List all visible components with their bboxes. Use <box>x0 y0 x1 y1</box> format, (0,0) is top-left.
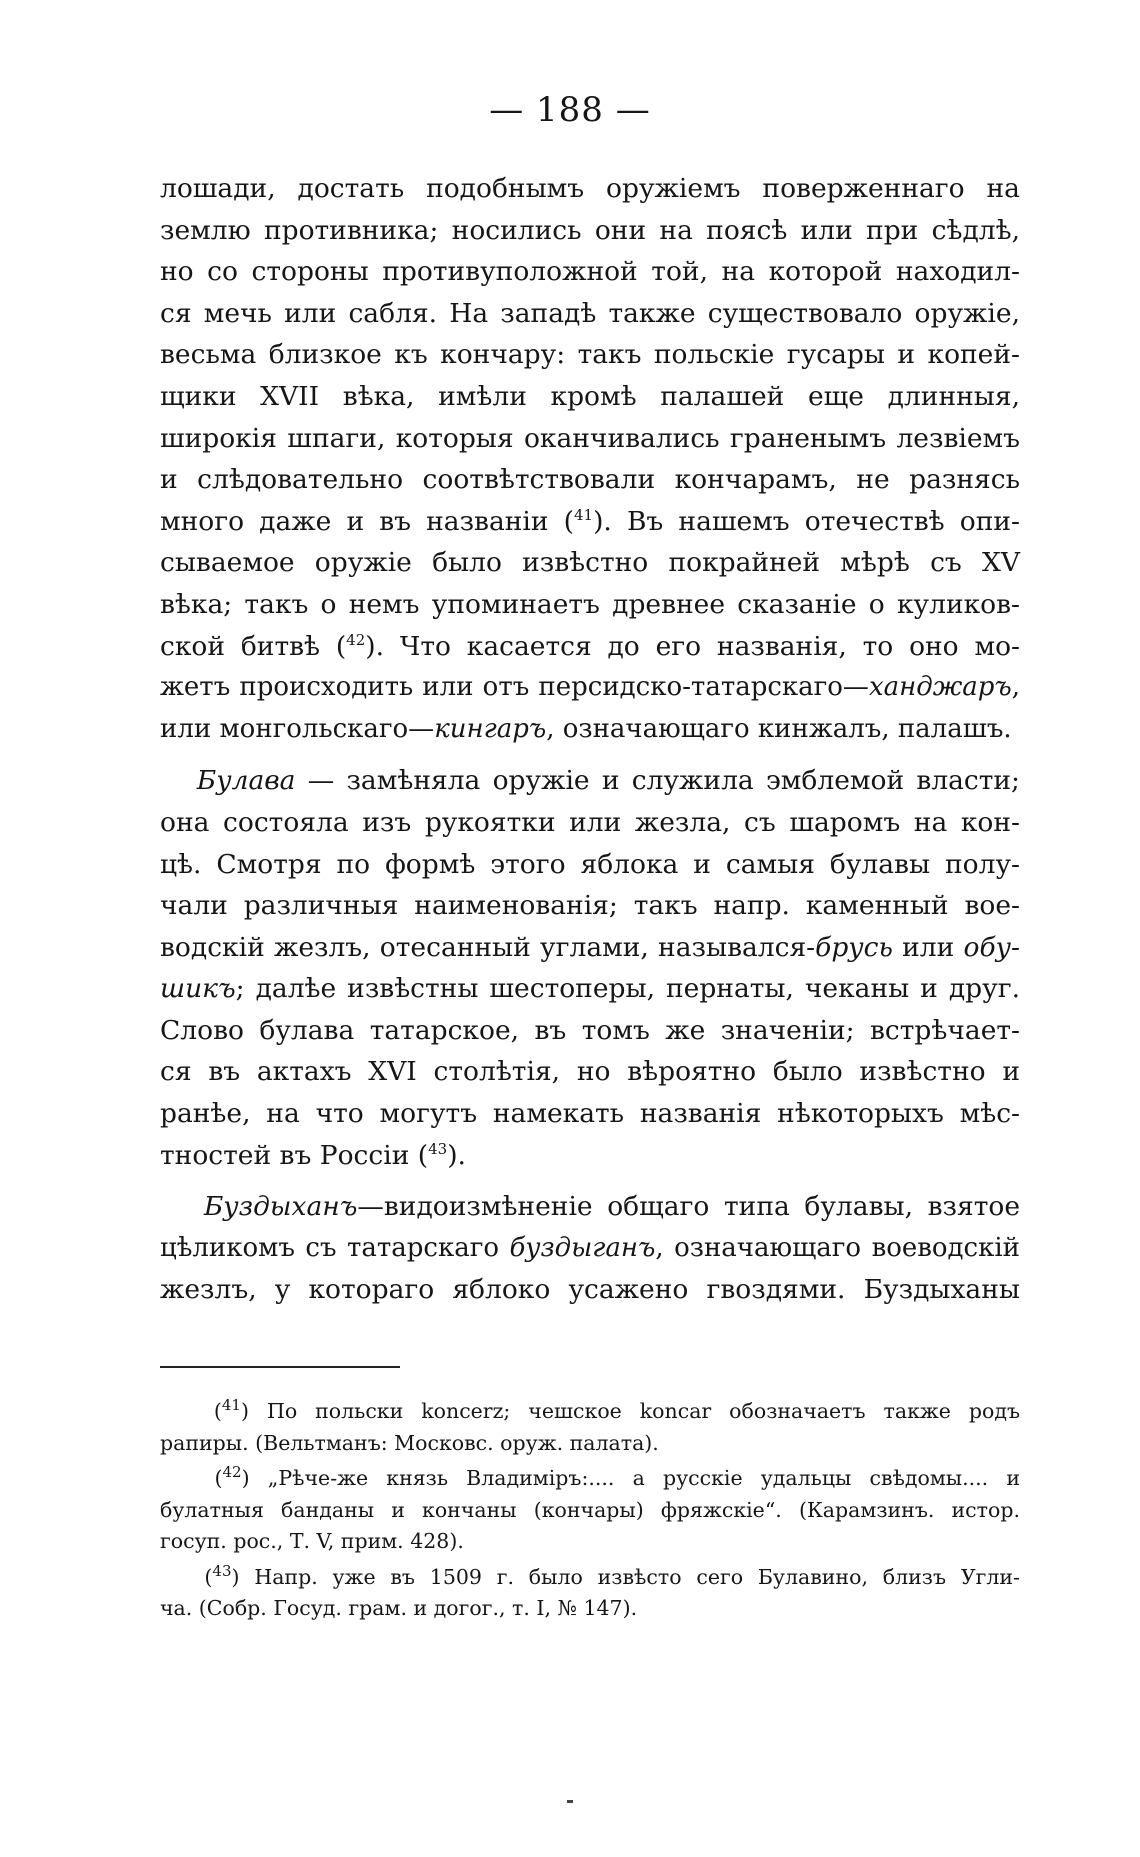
text-line: и слѣдовательно соотвѣтствовали кончарамъ, не разнясь <box>160 464 1020 496</box>
footnote-number: 41 <box>221 1396 241 1415</box>
text-run: ( <box>204 1564 213 1589</box>
text-line: Слово булава татарское, въ томъ же значеніи; встрѣчает- <box>160 1014 1020 1046</box>
text-line <box>160 1186 1020 1228</box>
text-run: жетъ происходить или отъ персидско-татарскаго— <box>160 672 869 703</box>
text-line: цѣ. Смотря по формѣ этого яблока и самыя булавы полу- <box>160 848 1020 880</box>
footnote-42 <box>160 1463 1020 1495</box>
text-line: лошади, достать подобнымъ оружіемъ поверженнаго на <box>160 173 1020 204</box>
text-line <box>160 968 1020 1010</box>
text-run: много даже и въ названіи ( <box>160 505 574 537</box>
text-run: тностей въ Россіи ( <box>160 1139 429 1171</box>
text-run: ). Что касается до его названія, то оно мо- <box>365 630 1020 662</box>
text-run: ) Напр. уже въ 1509 г. было извѣсто сего Булавино, близъ Угли- <box>231 1564 1020 1589</box>
text-line: жезлъ, у котораго яблоко усажено гвоздями. Буздыханы <box>160 1274 1020 1306</box>
footnote-ref-41: 41 <box>574 505 594 524</box>
text-run: —видоизмѣненіе общаго типа булавы, взятое <box>357 1191 1020 1223</box>
text-run: ( <box>213 1399 222 1423</box>
footnote-43 <box>160 1562 1020 1594</box>
text-line <box>160 709 1020 751</box>
text-line: чали различныя наименованія; такъ напр. каменный вое- <box>160 890 1020 922</box>
text-run: — замѣняла оружіе и служила эмблемой власти; <box>295 765 1020 797</box>
text-line: щики XVII вѣка, имѣли кромѣ палашей еще длинныя, <box>160 380 1020 412</box>
text-line: ся мечь или сабля. На западѣ также существовало оружіе, <box>160 297 1020 329</box>
footnote-number: 43 <box>212 1561 232 1580</box>
text-line: ранѣе, на что могутъ намекать названія нѣкоторыхъ мѣс- <box>160 1098 1020 1130</box>
footnote-number: 42 <box>222 1463 242 1482</box>
text-line: ся въ актахъ XVI столѣтія, но вѣроятно было извѣстно и <box>160 1056 1020 1088</box>
main-text <box>160 168 1020 1311</box>
text-line <box>160 927 1020 969</box>
footnote-line: госуп. рос., Т. V, прим. 428). <box>160 1529 464 1553</box>
footnote-line: ча. (Собр. Госуд. грам. и догог., т. I, № 147). <box>160 1596 638 1620</box>
text-line: сываемое оружіе было извѣстно покрайней мѣрѣ съ XV <box>160 547 1020 579</box>
term-obushik: обу- <box>963 931 1020 963</box>
footnote-ref-43: 43 <box>428 1139 448 1158</box>
term-brus: брусь <box>815 931 893 963</box>
text-line <box>160 1228 1020 1270</box>
text-run: или монгольскаго— <box>160 713 435 744</box>
text-run: ) По польски koncerz; чешское koncar обозначаетъ также родъ <box>240 1399 1020 1423</box>
text-line <box>160 760 1020 802</box>
term-obushik-end: шикъ <box>160 973 236 1005</box>
text-run: , означающаго кинжалъ, палашъ. <box>546 713 1012 744</box>
text-run: водскій жезлъ, отесанный углами, назывался- <box>160 931 816 963</box>
text-run: ; далѣе извѣстны шестоперы, пернаты, чеканы и друг. <box>235 973 1020 1005</box>
footnote-line: рапиры. (Вельтманъ: Московс. оруж. палата). <box>160 1430 659 1455</box>
text-line <box>160 501 1020 543</box>
text-line: но со стороны противуположной той, на которой находил- <box>160 256 1020 288</box>
text-run: ской битвѣ ( <box>160 630 347 662</box>
term-khandzhar: ханджаръ <box>868 672 1012 703</box>
term-buzdykhan: Буздыханъ <box>203 1191 358 1223</box>
text-line <box>160 1135 1020 1177</box>
text-run: ). Въ нашемъ отечествѣ опи- <box>593 505 1021 537</box>
text-run: ( <box>214 1466 223 1490</box>
text-run: ) „Рѣче-же князь Владиміръ:.... а русскіе удальцы свѣдомы.... и <box>241 1466 1020 1490</box>
text-line: широкія шпаги, которыя оканчивались граненымъ лезвіемъ <box>160 422 1020 454</box>
term-kingar: кингаръ <box>434 713 547 744</box>
text-run: ). <box>447 1139 466 1171</box>
text-line: весьма близкое къ кончару: такъ польскіе гусары и копей- <box>160 339 1020 371</box>
print-mark <box>567 1800 573 1803</box>
footnote-41 <box>160 1396 1020 1428</box>
text-line <box>160 667 1020 709</box>
text-line <box>160 626 1020 668</box>
footnote-ref-42: 42 <box>346 630 366 649</box>
footnote-separator <box>160 1366 400 1368</box>
text-run: цѣликомъ съ татарскаго <box>160 1232 510 1263</box>
page-number: — 188 — <box>489 90 651 130</box>
footnote-line: булатныя банданы и кончаны (кончары) фряжскіе“. (Карамзинъ. истор. <box>160 1497 1020 1522</box>
text-line: землю противника; носились они на поясѣ или при сѣдлѣ, <box>160 214 1020 246</box>
text-run: или <box>892 931 964 963</box>
footnotes <box>160 1396 1020 1625</box>
text-run: , <box>1011 672 1020 703</box>
term-bulava: Булава <box>196 765 296 797</box>
text-line: вѣка; такъ о немъ упоминаетъ древнее сказаніе о куликов- <box>160 588 1020 620</box>
text-line: она состояла изъ рукоятки или жезла, съ шаромъ на кон- <box>160 806 1020 838</box>
term-buzdygan: буздыганъ <box>509 1232 656 1263</box>
text-run: , означающаго воеводскій <box>655 1232 1021 1263</box>
